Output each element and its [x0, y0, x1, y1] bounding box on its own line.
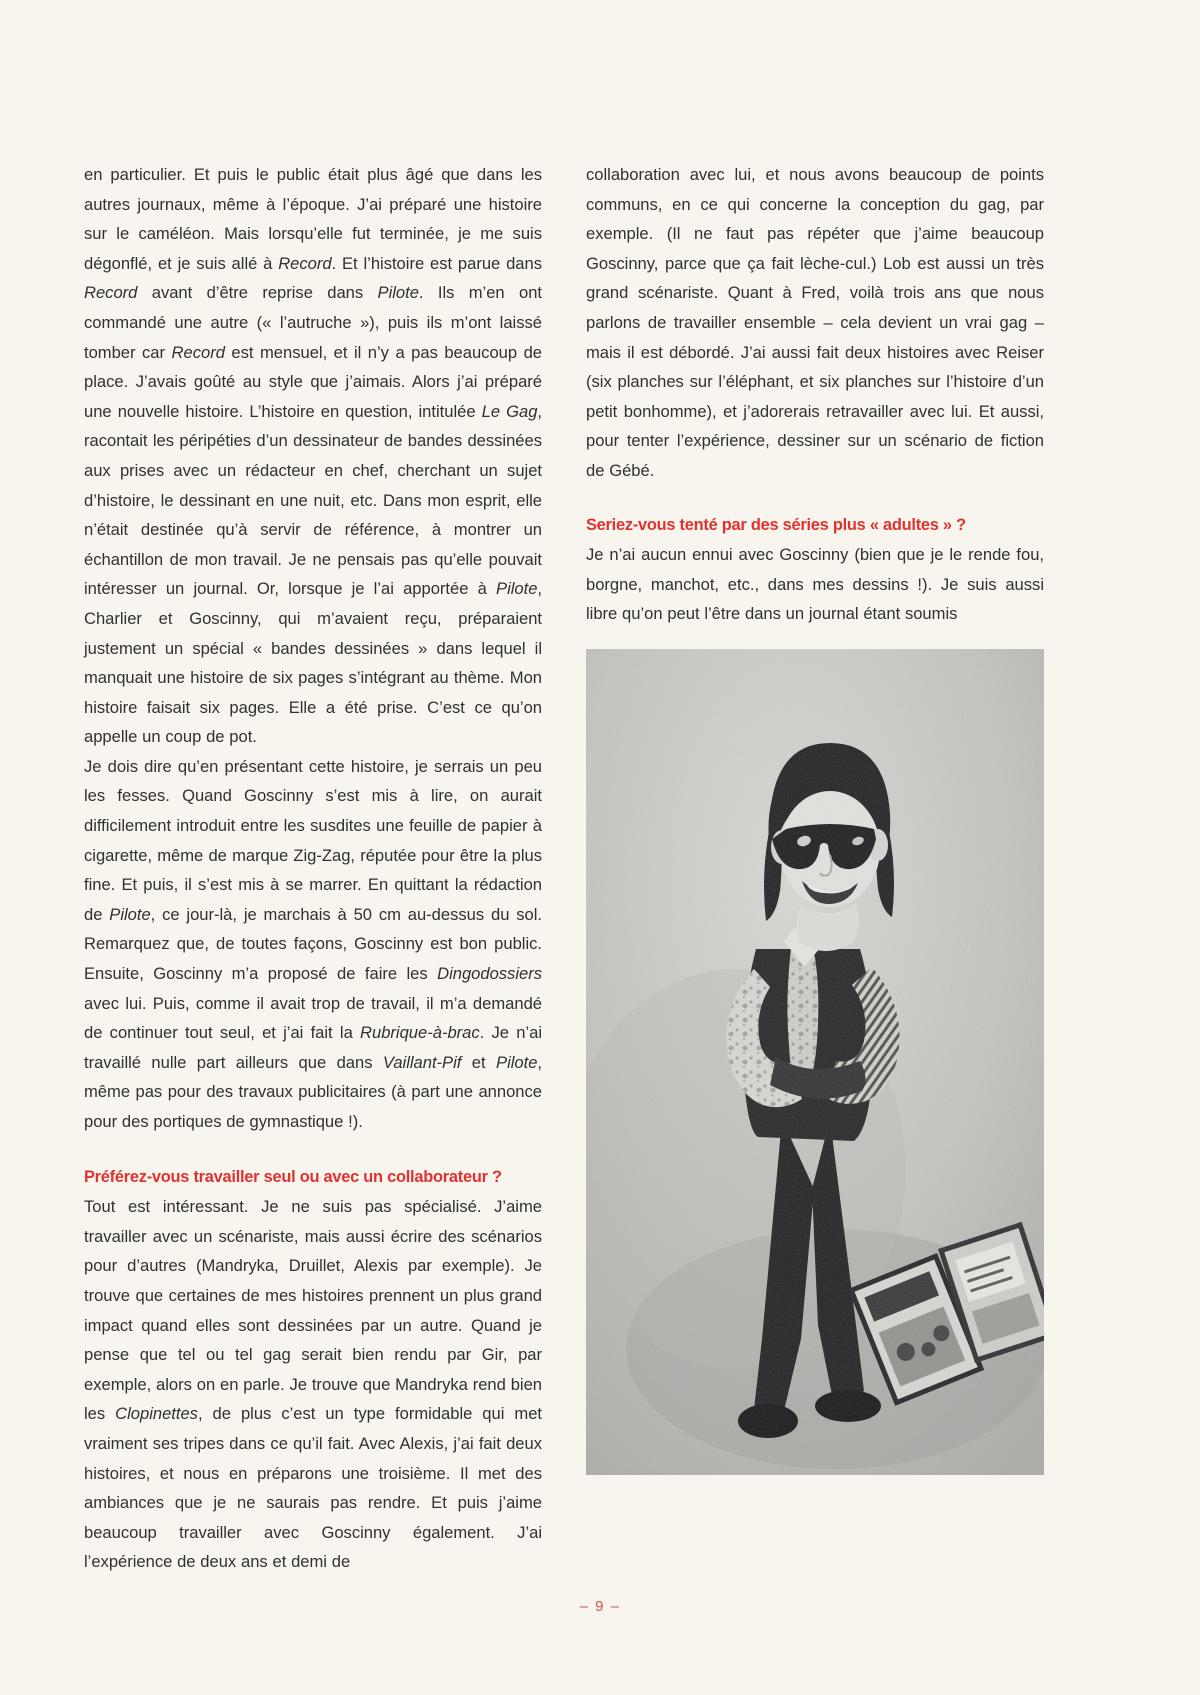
right-column — [586, 160, 1044, 1577]
question-heading: Préférez-vous travailler seul ou avec un collaborateur ? — [84, 1167, 502, 1186]
question-heading: Seriez-vous tenté par des séries plus « adultes » ? — [586, 515, 966, 534]
left-column — [84, 160, 542, 1577]
photo-image — [586, 649, 1044, 1475]
paragraph: Tout est intéressant. Je ne suis pas spécialisé. J’aime travailler avec un scénariste, mais aussi écrire des scénarios pour d’autres (Mandryka, Druillet, Alexis par exemple). Je trouve que certaines de mes histoires prennent un plus grand impact quand elles sont dessinées par un autre. Quand je pense que tel ou tel gag serait bien rendu par Gir, par exemple, alors on en parle. Je trouve que Mandryka rend bien les Clopinettes, de plus c’est un type formidable qui met vraiment ses tripes dans ce qu’il fait. Avec Alexis, j’ai fait deux histoires, et nous en préparons une troisième. Il met des ambiances que je ne saurais pas rendre. Et puis j’aime beaucoup travailler avec Goscinny également. J’ai l’expérience de deux ans et demi de — [84, 1197, 542, 1572]
paragraph: Je dois dire qu’en présentant cette histoire, je serrais un peu les fesses. Quand Goscinny s’est mis à lire, on aurait difficilement introduit entre les susdites une feuille de papier à cigarette, même de marque Zig-Zag, réputée pour être la plus fine. Et puis, il s’est mis à se marrer. En quittant la rédaction de Pilote, ce jour-là, je marchais à 50 cm au-dessus du sol. Remarquez que, de toutes façons, Goscinny est bon public. Ensuite, Goscinny m’a proposé de faire les Dingodossiers avec lui. Puis, comme il avait trop de travail, il m’a demandé de continuer tout seul, et j’ai fait la Rubrique-à-brac. Je n’ai travaillé nulle part ailleurs que dans Vaillant-Pif et Pilote, même pas pour des travaux publicitaires (à part une annonce pour des portiques de gymnastique !). — [84, 756, 542, 1131]
two-column-layout — [84, 160, 1116, 1577]
paragraph: Je n’ai aucun ennui avec Goscinny (bien que je le rende fou, borgne, manchot, etc., dans mes dessins !). Je suis aussi libre qu’on peut l’être dans un journal étant soumis — [586, 545, 1044, 624]
page-number: – 9 – — [579, 1598, 621, 1615]
photograph — [586, 649, 1044, 1475]
paragraph: en particulier. Et puis le public était plus âgé que dans les autres journaux, même à l’époque. J’ai préparé une histoire sur le caméléon. Mais lorsqu’elle fut terminée, je me suis dégonflé, et je suis allé à Record. Et l’histoire est parue dans Record avant d’être reprise dans Pilote. Ils m’en ont commandé une autre (« l’autruche »), puis ils m’ont laissé tomber car Record est mensuel, et il n’y a pas beaucoup de place. J’avais goûté au style que j’aimais. Alors j’ai préparé une nouvelle histoire. L’histoire en question, intitulée Le Gag, racontait les péripéties d’un dessinateur de bandes dessinées aux prises avec un rédacteur en chef, cherchant un sujet d’histoire, le dessinant en une nuit, etc. Dans mon esprit, elle n’était destinée qu’à servir de référence, à montrer un échantillon de mon travail. Je ne pensais pas qu’elle pouvait intéresser un journal. Or, lorsque je l’ai apportée à Pilote, Charlier et Goscinny, qui m’avaient reçu, préparaient justement un spécial « bandes dessinées » dans lequel il manquait une histoire de six pages s’intégrant au thème. Mon histoire faisait six pages. Elle a été prise. C’est ce qu’on appelle un coup de pot. — [84, 165, 542, 747]
paragraph: collaboration avec lui, et nous avons beaucoup de points communs, en ce qui concerne la conception du gag, par exemple. (Il ne faut pas répéter que j’aime beaucoup Goscinny, parce que ça fait lèche-cul.) Lob est aussi un très grand scénariste. Quant à Fred, voilà trois ans que nous parlons de travailler ensemble – cela devient un vrai gag – mais il est débordé. J’ai aussi fait deux histoires avec Reiser (six planches sur l’éléphant, et six planches sur l’histoire d’un petit bonhomme), et j’adorerais retravailler avec lui. Et aussi, pour tenter l’expérience, dessiner sur un scénario de fiction de Gébé. — [586, 165, 1044, 480]
